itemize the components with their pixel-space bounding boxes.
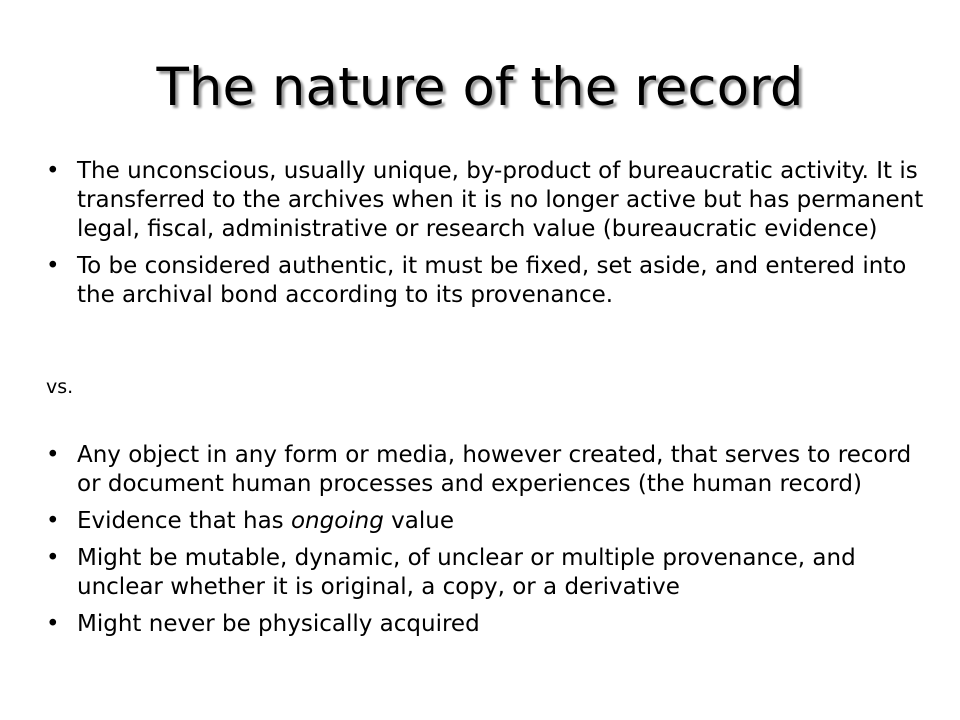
bullet-item	[46, 507, 926, 536]
bullet-icon: •	[46, 508, 60, 534]
bullet-text: Might never be physically acquired	[77, 611, 480, 637]
slide-title: The nature of the record	[156, 57, 804, 118]
bullet-icon: •	[46, 253, 60, 279]
bullet-text-prefix: Evidence that has	[77, 508, 291, 534]
bullet-item	[46, 544, 926, 602]
bullet-icon: •	[46, 611, 60, 637]
bullet-item	[46, 610, 926, 639]
bullet-text: The unconscious, usually unique, by-product of bureaucratic activity. It is transferred to the archives when it is no longer active but has permanent legal, fiscal, administrative or research value (bureaucratic evidence)	[77, 158, 924, 242]
bullet-text: Any object in any form or media, however created, that serves to record or document human processes and experiences (the human record)	[77, 442, 912, 497]
bullet-list-bureaucratic	[46, 157, 926, 318]
bullet-text-suffix: value	[383, 508, 454, 534]
bullet-text-emphasis: ongoing	[290, 508, 384, 534]
versus-separator: vs.	[46, 376, 74, 398]
bullet-icon: •	[46, 158, 60, 184]
bullet-text: Might be mutable, dynamic, of unclear or multiple provenance, and unclear whether it is original, a copy, or a derivative	[77, 545, 856, 600]
bullet-item	[46, 441, 926, 499]
bullet-item	[46, 157, 926, 244]
bullet-text: To be considered authentic, it must be fixed, set aside, and entered into the archival bond according to its provenance.	[77, 253, 907, 308]
bullet-icon: •	[46, 442, 60, 468]
bullet-item	[46, 252, 926, 310]
bullet-icon: •	[46, 545, 60, 571]
bullet-list-human-record	[46, 441, 926, 647]
